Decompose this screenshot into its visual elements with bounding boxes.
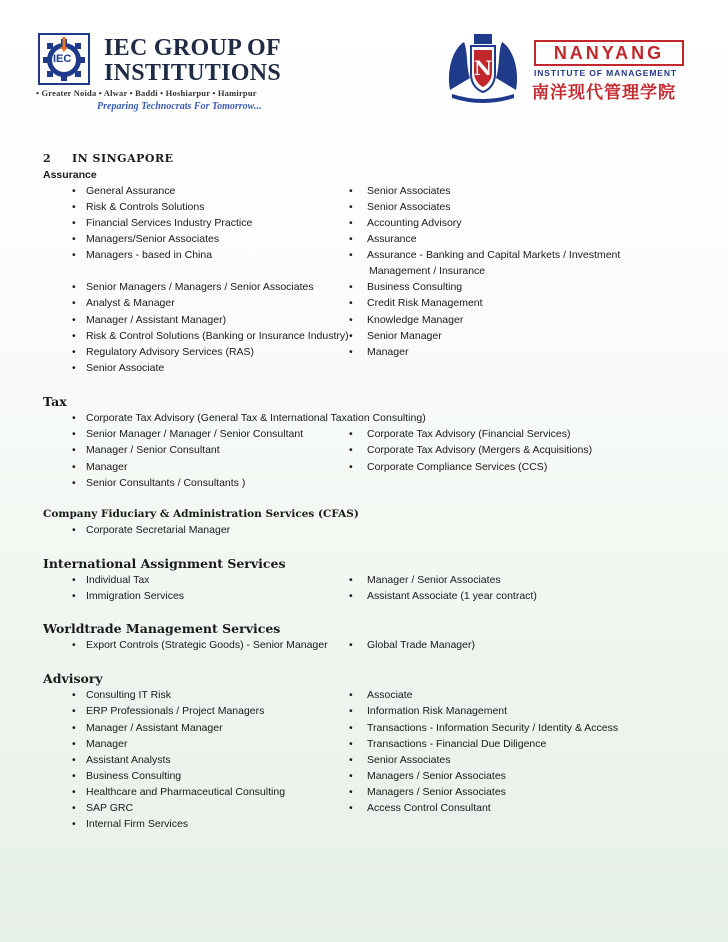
tax-heading: Tax xyxy=(43,394,67,409)
cfas-heading: Company Fiduciary & Administration Services (CFAS) xyxy=(43,508,359,520)
ias-heading: International Assignment Services xyxy=(43,556,286,571)
svg-text:N: N xyxy=(473,56,493,80)
assurance-heading: Assurance xyxy=(43,169,97,181)
iec-title-line1: IEC GROUP OF xyxy=(104,35,281,61)
advisory-heading: Advisory xyxy=(43,671,103,686)
iec-logo xyxy=(38,33,90,85)
iec-logo-text: IEC xyxy=(53,53,72,65)
nanyang-chinese-name: 南洋现代管理学院 xyxy=(532,83,676,103)
wms-heading: Worldtrade Management Services xyxy=(43,621,281,636)
list-item-continuation: Management / Insurance xyxy=(369,265,486,277)
nanyang-name: NANYANG xyxy=(534,40,684,66)
iec-tagline: Preparing Technocrats For Tomorrow... xyxy=(97,101,262,112)
iec-locations: • Greater Noida • Alwar • Baddi • Hoshiarpur • Hamirpur xyxy=(36,88,257,98)
iec-title-line2: INSTITUTIONS xyxy=(104,60,282,86)
nanyang-subtitle: INSTITUTE OF MANAGEMENT xyxy=(534,68,677,78)
section-number: 2 xyxy=(43,152,51,165)
section-title: IN SINGAPORE xyxy=(72,152,174,165)
nanyang-crest-icon xyxy=(444,28,522,104)
